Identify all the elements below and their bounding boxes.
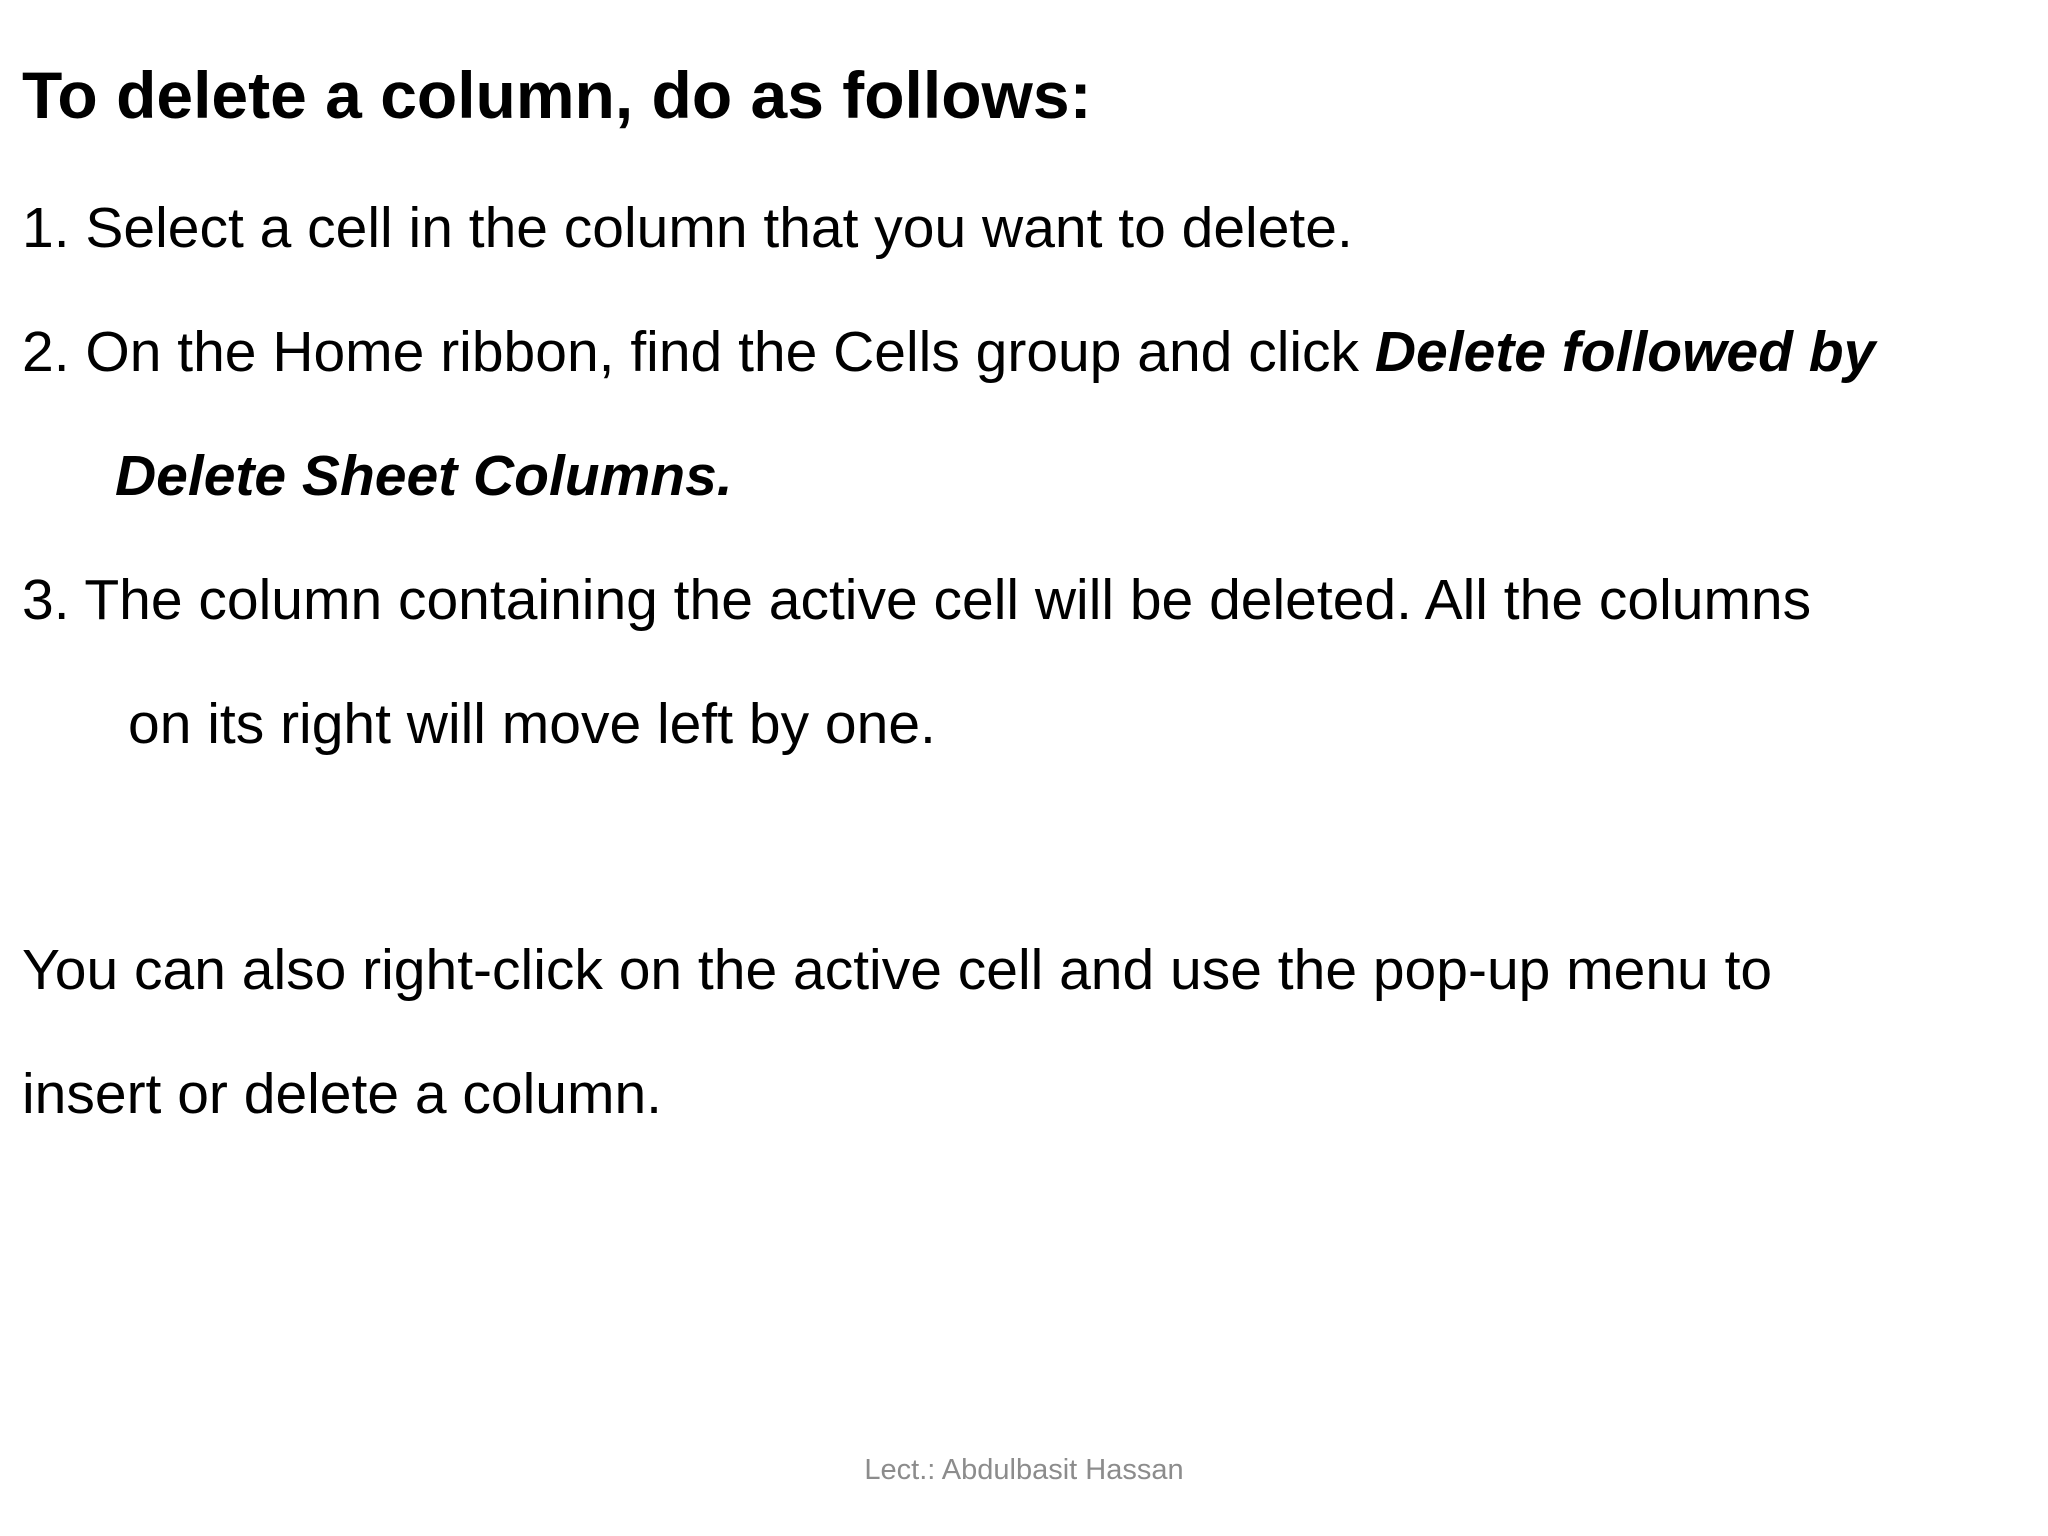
step-3-line-1: 3. The column containing the active cell will be deleted. All the columns bbox=[22, 568, 1812, 632]
step-2 bbox=[22, 312, 1875, 392]
step-2-emphasis: Delete followed by bbox=[1374, 320, 1876, 384]
note-line-1: You can also right-click on the active cell and use the pop-up menu to bbox=[22, 938, 1773, 1002]
step-2-continuation: Delete Sheet Columns. bbox=[115, 444, 733, 508]
footer-lecturer: Lect.: Abdulbasit Hassan bbox=[864, 1454, 1184, 1486]
note-line-2: insert or delete a column. bbox=[22, 1062, 662, 1126]
step-2-text: 2. On the Home ribbon, find the Cells group and click bbox=[22, 320, 1375, 384]
slide-title: To delete a column, do as follows: bbox=[22, 58, 1092, 132]
step-1: 1. Select a cell in the column that you want to delete. bbox=[22, 196, 1353, 260]
step-3-line-2: on its right will move left by one. bbox=[128, 692, 936, 756]
